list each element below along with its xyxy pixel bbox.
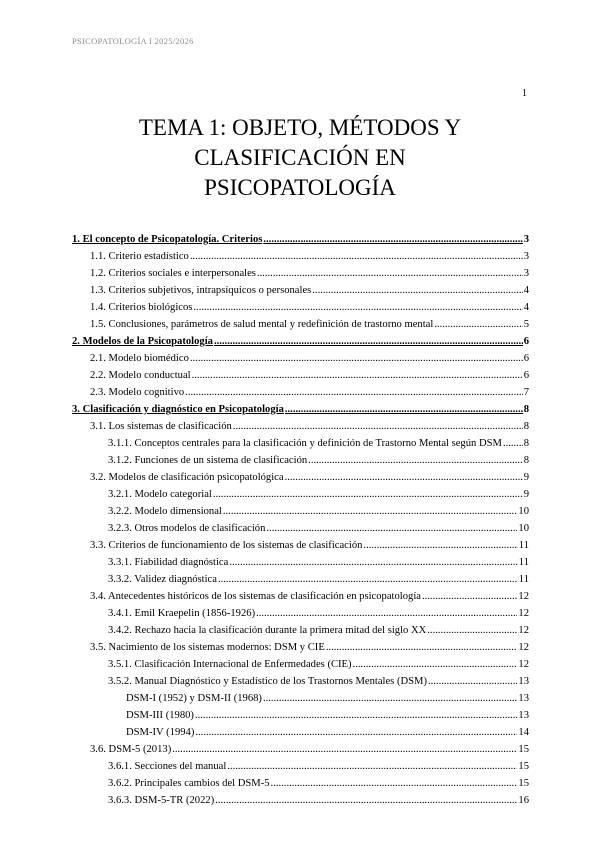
toc-leader-dots	[185, 387, 523, 398]
title-line-3: PSICOPATOLOGÍA	[204, 175, 396, 200]
toc-entry-page: 15	[518, 778, 529, 789]
toc-leader-dots	[227, 761, 517, 772]
toc-entry[interactable]	[72, 364, 529, 381]
toc-entry-label: 3.2.1. Modelo categorial	[108, 489, 212, 500]
toc-entry[interactable]	[72, 432, 529, 449]
toc-leader-dots	[285, 472, 523, 483]
toc-leader-dots	[190, 251, 523, 262]
toc-entry-page: 8	[523, 438, 529, 449]
toc-entry-label: 3.2. Modelos de clasificación psicopatológica	[90, 472, 284, 483]
toc-entry-page: 5	[523, 319, 529, 330]
toc-entry-label: 3.3.1. Fiabilidad diagnóstica	[108, 557, 229, 568]
toc-entry-label: DSM-IV (1994)	[126, 727, 195, 738]
toc-entry[interactable]	[72, 245, 529, 262]
toc-entry-label: 1.4. Criterios biológicos	[90, 302, 193, 313]
document-title	[60, 113, 540, 203]
toc-entry-page: 13	[518, 676, 529, 687]
toc-entry-page: 13	[518, 710, 529, 721]
toc-entry[interactable]	[72, 670, 529, 687]
toc-entry[interactable]	[72, 738, 529, 755]
toc-entry-label: 3.5. Nacimiento de los sistemas modernos: DSM y CIE	[90, 642, 325, 653]
toc-entry-page: 3	[523, 268, 529, 279]
toc-leader-dots	[326, 642, 518, 653]
toc-leader-dots	[215, 795, 517, 806]
toc-entry[interactable]	[72, 636, 529, 653]
toc-entry-label: 3.5.2. Manual Diagnóstico y Estadístico de los Trastornos Mentales (DSM)	[108, 676, 427, 687]
toc-entry-label: DSM-III (1980)	[126, 710, 194, 721]
toc-entry[interactable]	[72, 517, 529, 534]
toc-entry[interactable]	[72, 772, 529, 789]
toc-entry-label: 3.4.1. Emil Kraepelin (1856-1926)	[108, 608, 256, 619]
toc-entry-label: 3.6.3. DSM-5-TR (2022)	[108, 795, 215, 806]
toc-entry[interactable]	[72, 653, 529, 670]
toc-leader-dots	[193, 302, 522, 313]
toc-entry-label: 3.3.2. Validez diagnóstica	[108, 574, 217, 585]
toc-entry[interactable]	[72, 262, 529, 279]
toc-entry-page: 12	[518, 642, 529, 653]
toc-entry[interactable]	[72, 449, 529, 466]
toc-leader-dots	[363, 540, 517, 551]
toc-leader-dots	[503, 438, 523, 449]
toc-leader-dots	[223, 506, 518, 517]
toc-leader-dots	[428, 676, 517, 687]
toc-entry-label: 3. Clasificación y diagnóstico en Psicopatología	[72, 404, 284, 415]
toc-entry-page: 8	[523, 404, 529, 415]
toc-leader-dots	[192, 370, 523, 381]
toc-entry[interactable]	[72, 500, 529, 517]
toc-entry-label: 1. El concepto de Psicopatología. Criterios	[72, 234, 263, 245]
toc-leader-dots	[195, 727, 517, 738]
toc-leader-dots	[266, 523, 517, 534]
toc-leader-dots	[427, 625, 517, 636]
toc-entry[interactable]	[72, 279, 529, 296]
toc-entry-page: 14	[518, 727, 529, 738]
toc-entry-page: 15	[518, 744, 529, 755]
toc-entry[interactable]	[72, 296, 529, 313]
toc-entry-page: 4	[523, 302, 529, 313]
toc-entry[interactable]	[72, 789, 529, 806]
toc-leader-dots	[263, 693, 517, 704]
toc-entry-page: 11	[518, 540, 529, 551]
toc-entry-label: 2.1. Modelo biomédico	[90, 353, 189, 364]
toc-entry-page: 10	[518, 506, 529, 517]
toc-entry[interactable]	[72, 398, 529, 415]
toc-entry-label: 3.2.3. Otros modelos de clasificación	[108, 523, 266, 534]
toc-leader-dots	[218, 574, 518, 585]
toc-entry-page: 8	[523, 455, 529, 466]
toc-entry-label: 3.4.2. Rechazo hacia la clasificación durante la primera mitad del siglo XX	[108, 625, 427, 636]
toc-entry-page: 12	[518, 591, 529, 602]
toc-entry-page: 10	[518, 523, 529, 534]
title-line-2: CLASIFICACIÓN EN	[194, 145, 406, 170]
toc-leader-dots	[271, 778, 518, 789]
toc-entry-label: 2. Modelos de la Psicopatología	[72, 336, 213, 347]
toc-entry-page: 11	[518, 574, 529, 585]
title-line-1: TEMA 1: OBJETO, MÉTODOS Y	[138, 115, 462, 140]
toc-leader-dots	[434, 319, 522, 330]
toc-entry-page: 6	[523, 370, 529, 381]
toc-leader-dots	[172, 744, 517, 755]
toc-entry-label: 3.3. Criterios de funcionamiento de los sistemas de clasificación	[90, 540, 363, 551]
toc-entry-page: 7	[523, 387, 529, 398]
toc-entry-label: 1.2. Criterios sociales e interpersonales	[90, 268, 256, 279]
toc-entry[interactable]	[72, 534, 529, 551]
toc-entry-page: 12	[518, 608, 529, 619]
toc-entry-page: 9	[523, 489, 529, 500]
toc-leader-dots	[190, 353, 523, 364]
toc-entry-page: 15	[518, 761, 529, 772]
toc-entry-label: 3.6.2. Principales cambios del DSM-5	[108, 778, 270, 789]
toc-leader-dots	[233, 421, 523, 432]
toc-entry-label: 3.6. DSM-5 (2013)	[90, 744, 172, 755]
toc-entry-page: 12	[518, 659, 529, 670]
toc-entry-label: 2.2. Modelo conductual	[90, 370, 191, 381]
toc-entry-label: 1.5. Conclusiones, parámetros de salud mental y redefinición de trastorno mental	[90, 319, 434, 330]
toc-entry[interactable]	[72, 755, 529, 772]
toc-entry[interactable]	[72, 313, 529, 330]
toc-entry-page: 3	[523, 251, 529, 262]
toc-entry-page: 3	[523, 234, 529, 245]
toc-entry[interactable]	[72, 381, 529, 398]
running-header: PSICOPATOLOGÍA I 2025/2026	[72, 36, 194, 46]
toc-entry[interactable]	[72, 602, 529, 619]
toc-entry-page: 6	[523, 353, 529, 364]
toc-entry-page: 11	[518, 557, 529, 568]
toc-entry-label: 2.3. Modelo cognitivo	[90, 387, 185, 398]
toc-entry-label: 3.5.1. Clasificación Internacional de Enfermedades (CIE)	[108, 659, 352, 670]
toc-entry[interactable]	[72, 551, 529, 568]
toc-entry[interactable]	[72, 687, 529, 704]
toc-leader-dots	[312, 285, 522, 296]
toc-entry-label: 3.6.1. Secciones del manual	[108, 761, 227, 772]
toc-entry-label: DSM-I (1952) y DSM-II (1968)	[126, 693, 262, 704]
toc-leader-dots	[214, 336, 523, 347]
toc-entry[interactable]	[72, 415, 529, 432]
toc-leader-dots	[257, 268, 523, 279]
toc-entry[interactable]	[72, 619, 529, 636]
toc-entry[interactable]	[72, 330, 529, 347]
toc-entry-label: 1.3. Criterios subjetivos, intrapsíquicos o personales	[90, 285, 312, 296]
toc-leader-dots	[422, 591, 517, 602]
toc-entry[interactable]	[72, 585, 529, 602]
page-number: 1	[522, 88, 527, 99]
toc-entry-page: 13	[518, 693, 529, 704]
toc-entry-label: 3.1.2. Funciones de un sistema de clasificación	[108, 455, 308, 466]
toc-entry-page: 4	[523, 285, 529, 296]
toc-entry-label: 3.2.2. Modelo dimensional	[108, 506, 222, 517]
toc-leader-dots	[256, 608, 517, 619]
toc-leader-dots	[308, 455, 523, 466]
toc-leader-dots	[195, 710, 517, 721]
toc-entry-label: 3.4. Antecedentes históricos de los sistemas de clasificación en psicopatología	[90, 591, 421, 602]
toc-entry[interactable]	[72, 704, 529, 721]
toc-leader-dots	[285, 404, 523, 415]
toc-entry-page: 12	[518, 625, 529, 636]
toc-leader-dots	[213, 489, 523, 500]
toc-entry[interactable]	[72, 466, 529, 483]
toc-entry[interactable]	[72, 568, 529, 585]
toc-entry-page: 16	[518, 795, 529, 806]
toc-entry-label: 1.1. Criterio estadístico	[90, 251, 189, 262]
toc-leader-dots	[263, 234, 522, 245]
toc-entry-page: 6	[523, 336, 529, 347]
toc-leader-dots	[353, 659, 518, 670]
toc-entry-page: 9	[523, 472, 529, 483]
toc-leader-dots	[229, 557, 517, 568]
toc-entry-label: 3.1.1. Conceptos centrales para la clasificación y definición de Trastorno Mental según DSM	[108, 438, 502, 449]
toc-entry-label: 3.1. Los sistemas de clasificación	[90, 421, 232, 432]
toc-entry-page: 8	[523, 421, 529, 432]
table-of-contents	[72, 228, 529, 806]
toc-entry[interactable]	[72, 347, 529, 364]
toc-entry[interactable]	[72, 483, 529, 500]
toc-entry[interactable]	[72, 721, 529, 738]
toc-entry[interactable]	[72, 228, 529, 245]
